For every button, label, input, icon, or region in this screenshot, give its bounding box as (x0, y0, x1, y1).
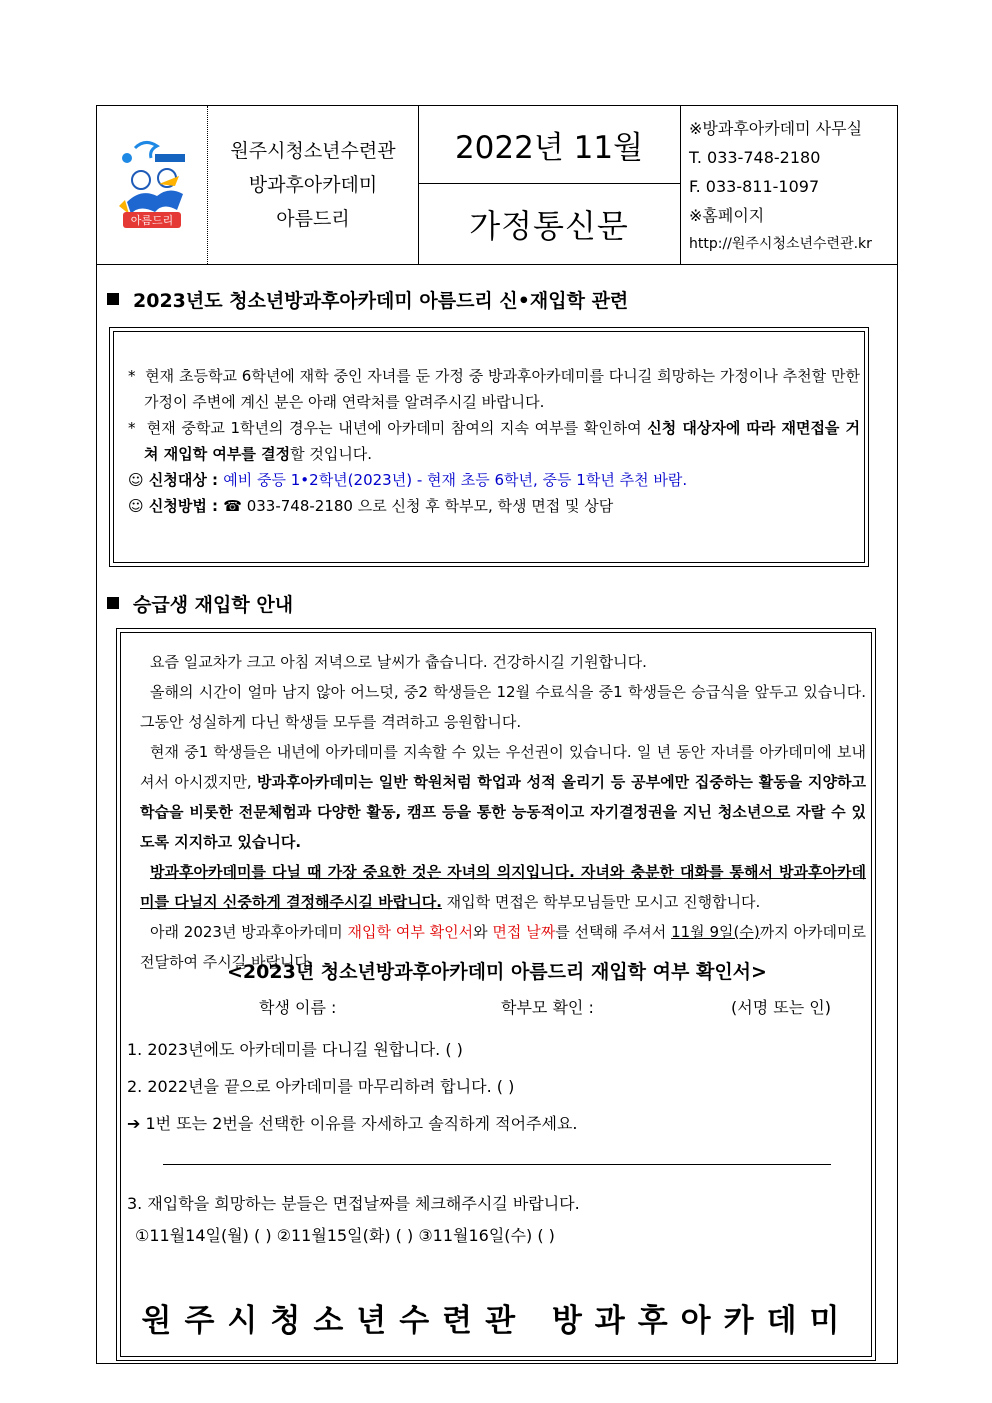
p4-emphasis: 방과후아카데미를 다닐 때 가장 중요한 것은 자녀의 의지입니다. 자녀와 충분한 대화를 통해서 방과후아카데미를 다닐지 신중하게 결정해주시길 바랍니다. (140, 863, 866, 911)
document-title: 가정통신문 (469, 207, 629, 245)
contact-cell (681, 106, 897, 264)
office-label: ※방과후아카데미 사무실 (689, 119, 863, 138)
p5-text: 아래 2023년 방과후아카데미 (150, 923, 348, 941)
organization-cell (207, 106, 419, 264)
paragraph: 요즘 일교차가 크고 아침 저녁으로 날씨가 춥습니다. 건강하시길 기원합니다. (150, 653, 647, 671)
newsletter-page (96, 105, 898, 1364)
reason-answer-line[interactable] (163, 1164, 831, 1165)
method-value: ☎ 033-748-2180 으로 신청 후 학부모, 학생 면접 및 상담 (223, 497, 614, 515)
issue-date: 2022년 11월 (418, 106, 680, 184)
academy-logo-icon (97, 106, 207, 264)
org-name: 원주시청소년수련관 (230, 140, 396, 162)
p5-red-confirm: 재입학 여부 확인서 (347, 923, 474, 941)
bullet-item: * 현재 중학교 1학년의 경우는 내년에 아카데미 참여의 지속 여부를 확인하여 신청 대상자에 따라 재면접을 거쳐 재입학 여부를 결정할 것입니다. (128, 419, 860, 463)
interview-date-options[interactable]: ①11월14일(월) ( ) ②11월15일(화) ( ) ③11월16일(수) ( ) (135, 1226, 555, 1245)
section2-heading (107, 590, 293, 617)
notice-paragraphs (140, 647, 866, 977)
org-program: 방과후아카데미 (248, 174, 378, 196)
reason-prompt: ➔ 1번 또는 2번을 선택한 이유를 자세하고 솔직하게 적어주세요. (127, 1114, 578, 1133)
paragraph (140, 737, 866, 857)
p5-text: 와 (473, 923, 493, 941)
homepage-label: ※홈페이지 (689, 206, 765, 225)
p4-text: 재입학 면접은 학부모님들만 모시고 진행합니다. (441, 893, 761, 911)
homepage-link[interactable]: http://원주시청소년수련관.kr (689, 236, 872, 252)
bullet2-emphasis: 신청 대상자에 따라 재면접을 거쳐 재입학 여부를 결정 (144, 419, 860, 463)
section1-heading (107, 286, 628, 313)
parent-confirm-label: 학부모 확인 : (501, 998, 594, 1017)
square-bullet-icon (107, 597, 119, 609)
title-cell (418, 106, 681, 264)
footer-organization: 원주시청소년수련관 방과후아카데미 (141, 1303, 853, 1339)
header-table (97, 106, 897, 265)
target-label: ☺ 신청대상 : (128, 471, 224, 489)
target-line (120, 467, 860, 493)
org-program-name: 아름드리 (276, 208, 350, 230)
bullet1-text: 현재 초등학교 6학년에 재학 중인 자녀를 둔 가정 중 방과후아카데미를 다니길 희망하는 가정이나 추천할 만한 가정이 주변에 계신 분은 아래 연락처를 알려주시길 바랍니다. (144, 367, 860, 411)
square-bullet-icon (107, 293, 119, 305)
fax-number: F. 033-811-1097 (689, 177, 820, 196)
option2-question[interactable]: 2. 2022년을 끝으로 아카데미를 마무리하려 합니다. ( ) (127, 1077, 515, 1096)
interview-date-question: 3. 재입학을 희망하는 분들은 면접날짜를 체크해주시길 바랍니다. (127, 1194, 580, 1213)
section2-box (116, 628, 876, 1361)
section1-content (120, 363, 860, 519)
bullet2-text: 현재 중학교 1학년의 경우는 내년에 아카데미 참여의 지속 여부를 확인하여 (146, 419, 648, 437)
p3-emphasis: 방과후아카데미는 일반 학원처럼 학업과 성적 올리기 등 공부에만 집중하는 활동을 지양하고 학습을 비롯한 전문체험과 다양한 활동, 캠프 등을 통한 능동적이고 자기결정권을 지닌 청소년으로 자랄 수 있도록 지지하고 있습니다. (140, 773, 866, 851)
p5-text: 까지 아카데미로 전달하여 주시길 바랍니다. (140, 923, 866, 971)
method-label: ☺ 신청방법 : (128, 497, 224, 515)
student-name-label: 학생 이름 : (259, 998, 337, 1017)
logo-text: 아름드리 (130, 214, 174, 227)
section1-title: 2023년도 청소년방과후아카데미 아름드리 신•재입학 관련 (133, 290, 629, 312)
p3-text: 현재 중1 학생들은 내년에 아카데미를 지속할 수 있는 우선권이 있습니다. 일 년 동안 자녀를 아카데미에 보내셔서 아시겠지만, (140, 743, 866, 791)
option1-question[interactable]: 1. 2023년에도 아카데미를 다니길 원합니다. ( ) (127, 1040, 463, 1059)
logo-cell (97, 106, 207, 264)
p5-text: 를 선택해 주셔서 (555, 923, 672, 941)
p5-deadline: 11월 9일(수) (671, 923, 760, 941)
phone-number: T. 033-748-2180 (689, 148, 821, 167)
paragraph: 올해의 시간이 얼마 남지 않아 어느덧, 중2 학생들은 12월 수료식을 중1 학생들은 승급식을 앞두고 있습니다. 그동안 성실하게 다닌 학생들 모두를 격려하고 응원합니다. (140, 683, 866, 731)
bullet2-end: 할 것입니다. (290, 445, 373, 463)
bullet-item: * 현재 초등학교 6학년에 재학 중인 자녀를 둔 가정 중 방과후아카데미를 다니길 희망하는 가정이나 추천할 만한 가정이 주변에 계신 분은 아래 연락처를 알려주시길 바랍니다. (128, 367, 860, 411)
sign-label: (서명 또는 인) (731, 998, 831, 1017)
method-line (120, 493, 860, 519)
form-title: <2023년 청소년방과후아카데미 아름드리 재입학 여부 확인서> (227, 961, 767, 983)
section1-box (109, 327, 869, 567)
target-value: 예비 중등 1•2학년(2023년) - 현재 초등 6학년, 중등 1학년 추천 바람. (223, 471, 688, 489)
paragraph (140, 857, 866, 917)
p5-red-date: 면접 날짜 (492, 923, 556, 941)
section2-title: 승급생 재입학 안내 (133, 594, 294, 616)
